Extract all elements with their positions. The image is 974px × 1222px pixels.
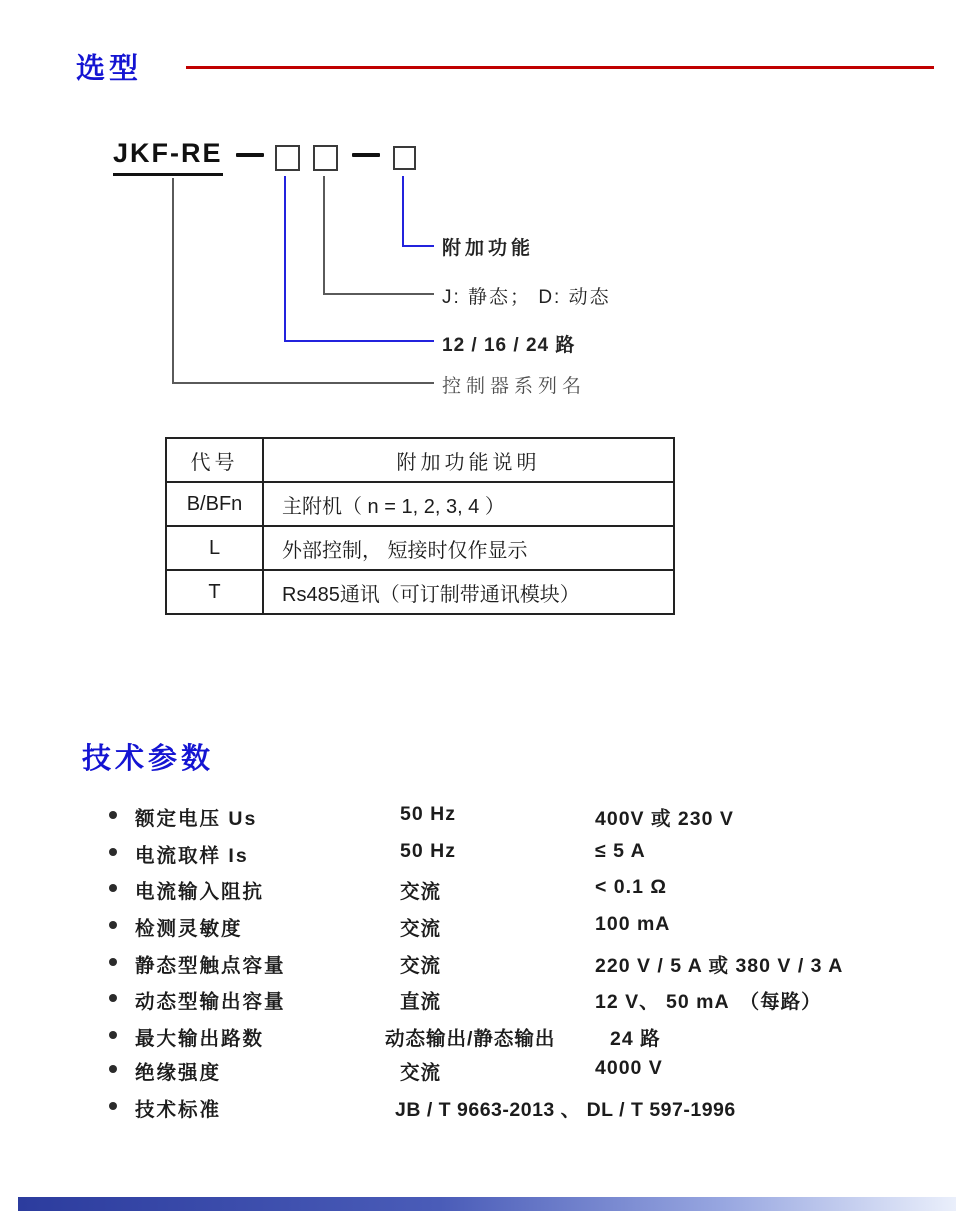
param-value: < 0.1 Ω	[595, 876, 667, 898]
code-cell: T	[166, 570, 263, 614]
tech-params-heading: 技术参数	[82, 743, 215, 775]
param-value: 220 V / 5 A 或 380 V / 3 A	[595, 955, 844, 977]
param-row-current-sampling	[0, 840, 974, 870]
selection-heading: 选型	[76, 53, 143, 85]
param-condition: JB / T 9663-2013 、 DL / T 597-1996	[395, 1099, 736, 1121]
param-condition: 50 Hz	[400, 840, 456, 862]
param-condition: 交流	[400, 1062, 442, 1084]
param-name: 绝缘强度	[135, 1062, 222, 1084]
param-condition: 交流	[400, 881, 442, 903]
bullet-icon	[109, 958, 117, 966]
table-header-desc: 附加功能说明	[263, 438, 674, 482]
param-name: 电流取样 Is	[135, 845, 249, 867]
param-name: 动态型输出容量	[135, 991, 286, 1013]
callout-label-series-name: 控制器系列名	[442, 376, 587, 397]
param-name: 静态型触点容量	[135, 955, 286, 977]
table-header-row	[166, 438, 674, 482]
code-cell: B/BFn	[166, 482, 263, 526]
param-value: 24 路	[610, 1028, 661, 1050]
param-row-max-output-channels	[0, 1023, 974, 1053]
param-value: 400V 或 230 V	[595, 808, 734, 830]
param-name: 电流输入阻抗	[135, 881, 265, 903]
callout-label-channels: 12 / 16 / 24 路	[442, 335, 576, 356]
dash-separator-1	[236, 153, 264, 157]
param-name: 技术标准	[135, 1099, 222, 1121]
param-condition: 交流	[400, 955, 442, 977]
param-row-dynamic-output-capacity	[0, 986, 974, 1016]
model-digit-box-2	[313, 145, 338, 171]
callout-line-series-name	[172, 178, 434, 384]
bullet-icon	[109, 1102, 117, 1110]
model-digit-box-1	[275, 145, 300, 171]
model-prefix: JKF-RE	[113, 138, 223, 176]
param-row-input-impedance	[0, 876, 974, 906]
param-condition: 直流	[400, 991, 442, 1013]
bullet-icon	[109, 994, 117, 1002]
param-value: ≤ 5 A	[595, 840, 646, 862]
table-row	[166, 570, 674, 614]
callout-label-additional-function: 附加功能	[442, 238, 535, 259]
param-row-technical-standards	[0, 1094, 974, 1124]
bullet-icon	[109, 1065, 117, 1073]
param-name: 额定电压 Us	[135, 808, 258, 830]
param-value: 12 V、 50 mA （每路）	[595, 991, 822, 1013]
heading-rule	[186, 66, 934, 69]
function-code-table	[165, 437, 675, 615]
callout-label-static-dynamic: J: 静态； D: 动态	[442, 287, 611, 308]
param-name: 检测灵敏度	[135, 918, 243, 940]
desc-cell: Rs485通讯（可订制带通讯模块）	[263, 570, 674, 614]
bullet-icon	[109, 848, 117, 856]
param-value: 4000 V	[595, 1057, 663, 1079]
param-row-detection-sensitivity	[0, 913, 974, 943]
table-row	[166, 526, 674, 570]
table-header-code: 代号	[166, 438, 263, 482]
param-row-static-contact-capacity	[0, 950, 974, 980]
param-row-rated-voltage	[0, 803, 974, 833]
param-value: 100 mA	[595, 913, 671, 935]
code-cell: L	[166, 526, 263, 570]
param-condition: 50 Hz	[400, 803, 456, 825]
bullet-icon	[109, 921, 117, 929]
model-digit-box-3	[393, 146, 416, 170]
bullet-icon	[109, 1031, 117, 1039]
param-row-insulation-strength	[0, 1057, 974, 1087]
table-row	[166, 482, 674, 526]
dash-separator-2	[352, 153, 380, 157]
bullet-icon	[109, 811, 117, 819]
param-name: 最大输出路数	[135, 1028, 265, 1050]
footer-gradient-bar	[18, 1197, 956, 1211]
bullet-icon	[109, 884, 117, 892]
param-condition: 交流	[400, 918, 442, 940]
desc-cell: 外部控制， 短接时仅作显示	[263, 526, 674, 570]
param-condition: 动态输出/静态输出	[385, 1028, 556, 1050]
desc-cell: 主附机（ n = 1, 2, 3, 4 ）	[263, 482, 674, 526]
